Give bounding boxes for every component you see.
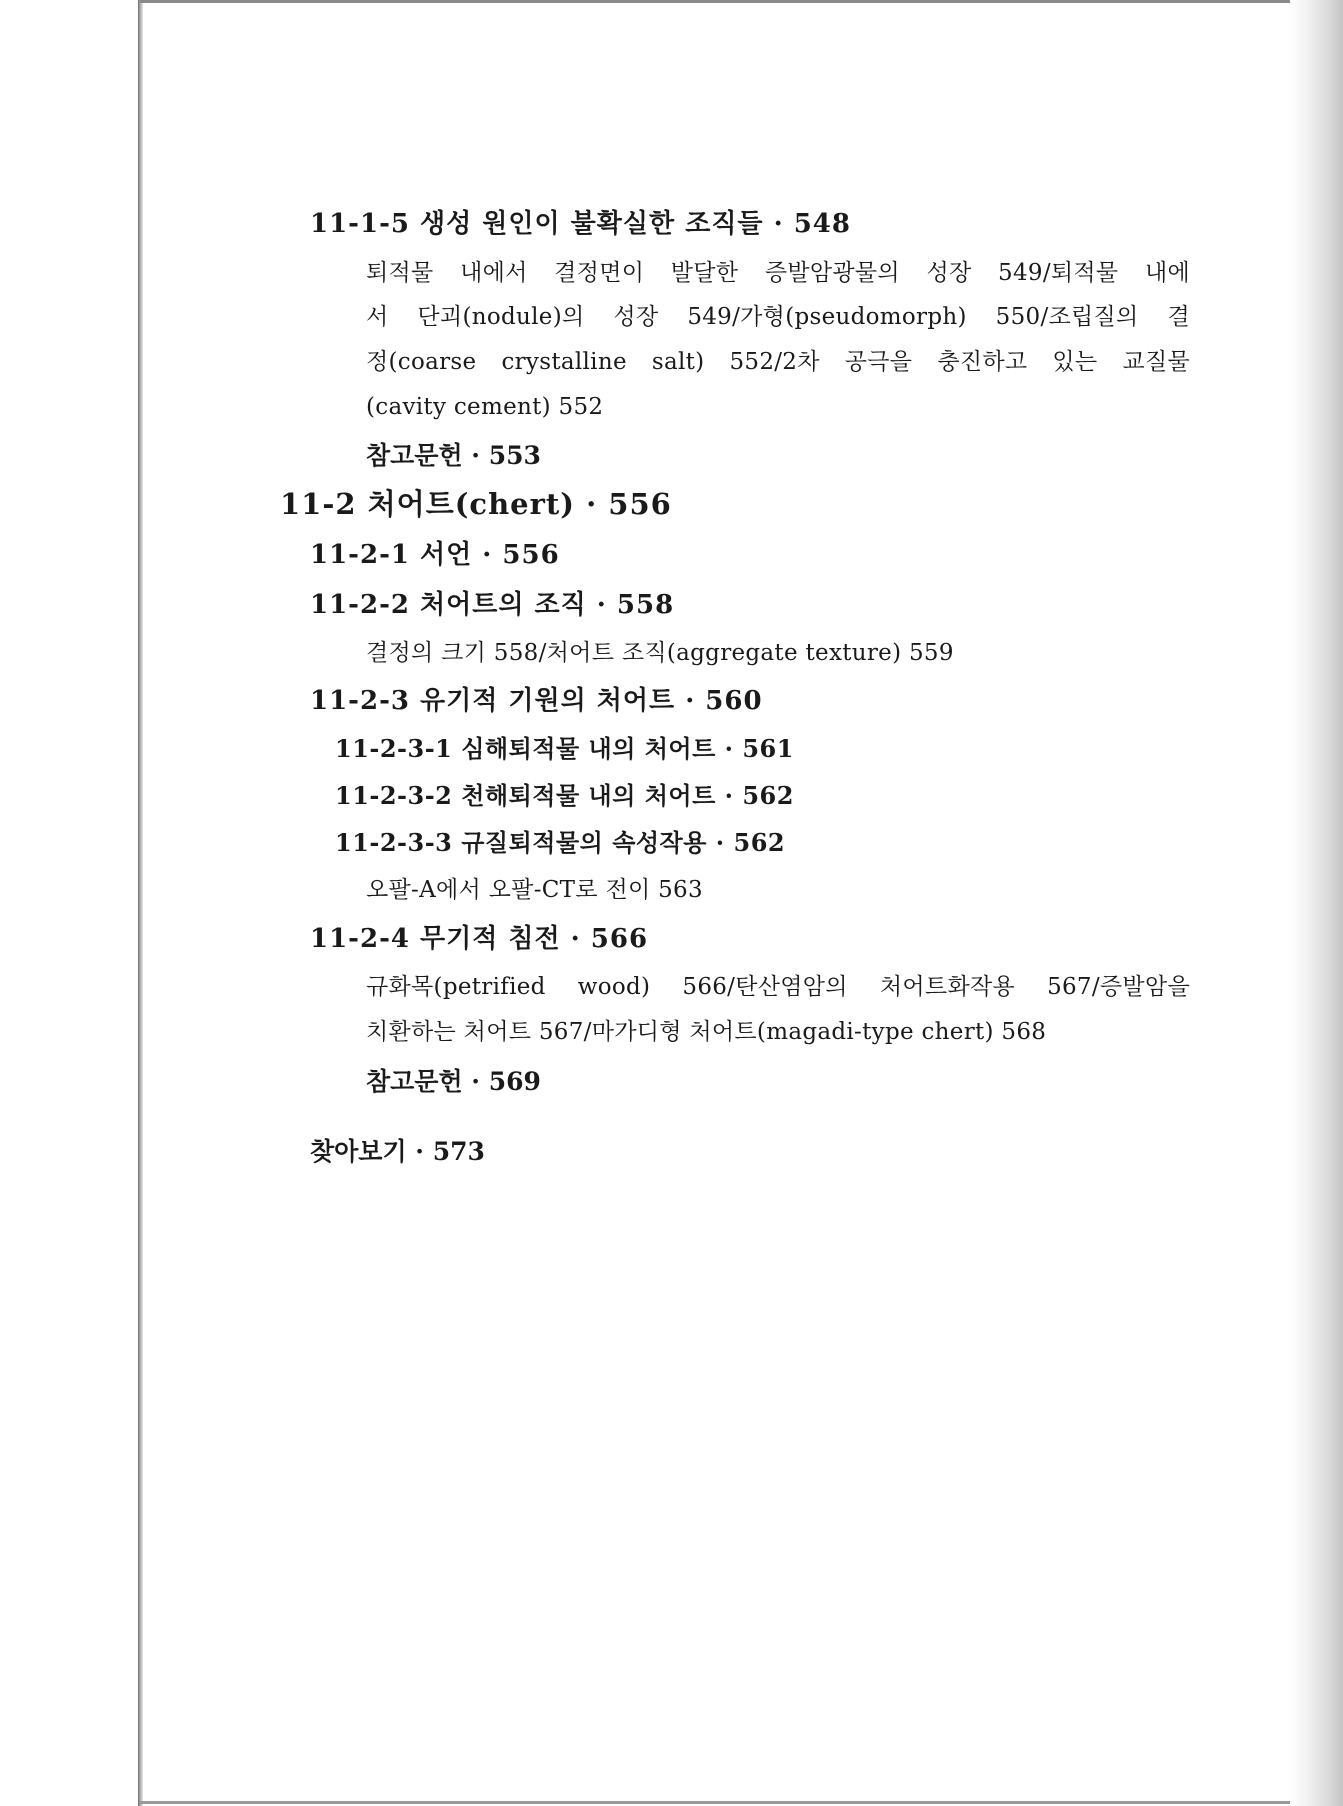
toc-detail-line: 규화목(petrified wood) 566/탄산염암의 처어트화작용 567/증발암을 xyxy=(366,974,1190,1000)
toc-references-553[interactable]: 참고문헌 · 553 xyxy=(366,441,541,470)
toc-heading-11-2-3-2[interactable]: 11-2-3-2 천해퇴적물 내의 처어트 · 562 xyxy=(335,781,794,810)
toc-heading-11-2[interactable]: 11-2 처어트(chert) · 556 xyxy=(280,487,672,521)
toc-heading-11-2-4[interactable]: 11-2-4 무기적 침전 · 566 xyxy=(310,924,649,954)
toc-heading-11-2-2[interactable]: 11-2-2 처어트의 조직 · 558 xyxy=(310,590,675,620)
toc-references-569[interactable]: 참고문헌 · 569 xyxy=(366,1067,541,1096)
scan-edge-left xyxy=(138,0,143,1806)
toc-detail-line: 정(coarse crystalline salt) 552/2차 공극을 충진하고 있는 교질물 xyxy=(366,349,1190,375)
toc-detail-line: 결정의 크기 558/처어트 조직(aggregate texture) 559 xyxy=(366,640,954,666)
toc-detail-line: 오팔-A에서 오팔-CT로 전이 563 xyxy=(366,877,703,903)
scan-edge-bottom xyxy=(140,1801,1320,1804)
toc-heading-11-2-3[interactable]: 11-2-3 유기적 기원의 처어트 · 560 xyxy=(310,686,763,716)
toc-heading-11-2-1[interactable]: 11-2-1 서언 · 556 xyxy=(310,540,560,570)
scan-edge-right xyxy=(1290,0,1343,1806)
toc-detail-line: 퇴적물 내에서 결정면이 발달한 증발암광물의 성장 549/퇴적물 내에 xyxy=(366,260,1190,286)
toc-heading-11-2-3-1[interactable]: 11-2-3-1 심해퇴적물 내의 처어트 · 561 xyxy=(335,734,794,763)
toc-detail-line: (cavity cement) 552 xyxy=(366,394,604,420)
toc-detail-line: 치환하는 처어트 567/마가디형 처어트(magadi-type chert) 568 xyxy=(366,1019,1047,1045)
toc-heading-11-2-3-3[interactable]: 11-2-3-3 규질퇴적물의 속성작용 · 562 xyxy=(335,828,786,857)
toc-index[interactable]: 찾아보기 · 573 xyxy=(310,1137,485,1166)
toc-heading-11-1-5[interactable]: 11-1-5 생성 원인이 불확실한 조직들 · 548 xyxy=(310,209,851,239)
scan-edge-top xyxy=(140,0,1320,3)
toc-detail-line: 서 단괴(nodule)의 성장 549/가형(pseudomorph) 550/조립질의 결 xyxy=(366,304,1190,330)
